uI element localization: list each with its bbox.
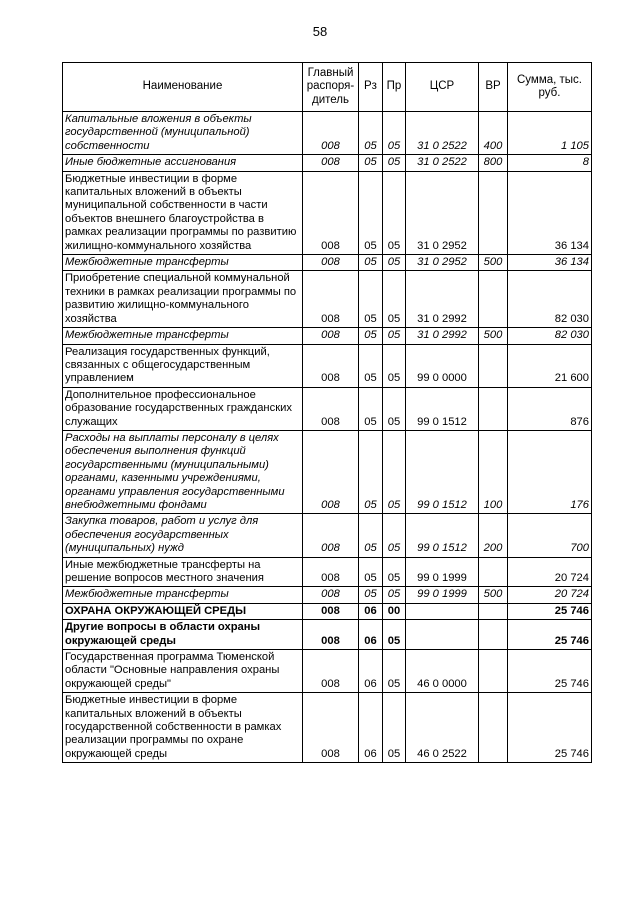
cell-sum: 25 746 xyxy=(508,693,592,763)
cell-csr: 99 0 0000 xyxy=(406,344,479,387)
cell-glav: 008 xyxy=(303,514,359,557)
cell-vr xyxy=(479,620,508,650)
cell-rz: 05 xyxy=(359,557,383,587)
table-row xyxy=(63,271,592,328)
cell-glav: 008 xyxy=(303,620,359,650)
cell-csr: 99 0 1512 xyxy=(406,514,479,557)
cell-csr: 99 0 1512 xyxy=(406,387,479,430)
table-row xyxy=(63,693,592,763)
cell-glav: 008 xyxy=(303,255,359,271)
cell-pr: 05 xyxy=(383,271,406,328)
cell-csr: 46 0 2522 xyxy=(406,693,479,763)
cell-sum: 20 724 xyxy=(508,557,592,587)
page-number: 58 xyxy=(312,24,328,39)
cell-rz: 05 xyxy=(359,430,383,513)
cell-glav: 008 xyxy=(303,650,359,693)
cell-name: Другие вопросы в области охраны окружающей среды xyxy=(63,620,303,650)
cell-rz: 05 xyxy=(359,587,383,603)
header-sum: Сумма, тыс. руб. xyxy=(508,63,592,112)
cell-csr: 31 0 2992 xyxy=(406,271,479,328)
cell-vr xyxy=(479,344,508,387)
cell-glav: 008 xyxy=(303,587,359,603)
cell-vr xyxy=(479,271,508,328)
cell-sum: 25 746 xyxy=(508,603,592,619)
cell-glav: 008 xyxy=(303,171,359,254)
cell-csr: 31 0 2992 xyxy=(406,328,479,344)
cell-rz: 06 xyxy=(359,620,383,650)
cell-vr: 200 xyxy=(479,514,508,557)
cell-vr: 800 xyxy=(479,155,508,171)
cell-vr xyxy=(479,387,508,430)
cell-name: Межбюджетные трансферты xyxy=(63,255,303,271)
cell-pr: 05 xyxy=(383,430,406,513)
table-row xyxy=(63,650,592,693)
cell-pr: 05 xyxy=(383,387,406,430)
cell-glav: 008 xyxy=(303,693,359,763)
table-row xyxy=(63,430,592,513)
cell-vr xyxy=(479,693,508,763)
cell-sum: 176 xyxy=(508,430,592,513)
cell-pr: 05 xyxy=(383,693,406,763)
cell-pr: 05 xyxy=(383,328,406,344)
table-row xyxy=(63,112,592,155)
cell-sum: 82 030 xyxy=(508,328,592,344)
cell-name: Закупка товаров, работ и услуг для обеспечения государственных (муниципальных) нужд xyxy=(63,514,303,557)
table-row xyxy=(63,620,592,650)
cell-vr xyxy=(479,557,508,587)
cell-name: Приобретение специальной коммунальной техники в рамках реализации программы по развитию жилищно-коммунального хозяйства xyxy=(63,271,303,328)
cell-vr: 500 xyxy=(479,587,508,603)
cell-csr: 31 0 2522 xyxy=(406,112,479,155)
cell-sum: 25 746 xyxy=(508,650,592,693)
table-row xyxy=(63,155,592,171)
cell-rz: 05 xyxy=(359,387,383,430)
header-csr: ЦСР xyxy=(406,63,479,112)
cell-pr: 05 xyxy=(383,112,406,155)
header-vr: ВР xyxy=(479,63,508,112)
table-row xyxy=(63,603,592,619)
cell-rz: 06 xyxy=(359,650,383,693)
cell-sum: 36 134 xyxy=(508,171,592,254)
cell-vr xyxy=(479,650,508,693)
cell-sum: 25 746 xyxy=(508,620,592,650)
cell-glav: 008 xyxy=(303,603,359,619)
table-body xyxy=(63,112,592,763)
table-row xyxy=(63,514,592,557)
cell-rz: 05 xyxy=(359,155,383,171)
cell-csr: 31 0 2952 xyxy=(406,255,479,271)
cell-sum: 21 600 xyxy=(508,344,592,387)
cell-vr: 500 xyxy=(479,255,508,271)
cell-csr xyxy=(406,620,479,650)
cell-rz: 05 xyxy=(359,328,383,344)
cell-csr xyxy=(406,603,479,619)
cell-vr xyxy=(479,603,508,619)
header-pr: Пр xyxy=(383,63,406,112)
cell-csr: 31 0 2952 xyxy=(406,171,479,254)
cell-glav: 008 xyxy=(303,155,359,171)
cell-glav: 008 xyxy=(303,328,359,344)
cell-name: Государственная программа Тюменской области "Основные направления охраны окружающей среды" xyxy=(63,650,303,693)
cell-glav: 008 xyxy=(303,387,359,430)
cell-name: ОХРАНА ОКРУЖАЮЩЕЙ СРЕДЫ xyxy=(63,603,303,619)
header-glav: Главный распоря-дитель xyxy=(303,63,359,112)
cell-sum: 8 xyxy=(508,155,592,171)
cell-pr: 05 xyxy=(383,171,406,254)
cell-glav: 008 xyxy=(303,557,359,587)
cell-name: Реализация государственных функций, связанных с общегосударственным управлением xyxy=(63,344,303,387)
cell-vr: 500 xyxy=(479,328,508,344)
cell-sum: 1 105 xyxy=(508,112,592,155)
cell-rz: 05 xyxy=(359,171,383,254)
cell-rz: 05 xyxy=(359,271,383,328)
table-row xyxy=(63,557,592,587)
cell-vr: 100 xyxy=(479,430,508,513)
cell-pr: 05 xyxy=(383,514,406,557)
cell-csr: 46 0 0000 xyxy=(406,650,479,693)
table-row xyxy=(63,587,592,603)
cell-rz: 05 xyxy=(359,344,383,387)
cell-pr: 05 xyxy=(383,650,406,693)
cell-glav: 008 xyxy=(303,430,359,513)
cell-sum: 82 030 xyxy=(508,271,592,328)
cell-sum: 876 xyxy=(508,387,592,430)
cell-pr: 05 xyxy=(383,620,406,650)
cell-glav: 008 xyxy=(303,344,359,387)
cell-rz: 05 xyxy=(359,255,383,271)
cell-glav: 008 xyxy=(303,271,359,328)
cell-glav: 008 xyxy=(303,112,359,155)
cell-rz: 06 xyxy=(359,693,383,763)
cell-name: Расходы на выплаты персоналу в целях обеспечения выполнения функций государственными (муниципальными) органами, казенными учреждениями, органами управления государственными внебюджетными фондами xyxy=(63,430,303,513)
cell-pr: 05 xyxy=(383,155,406,171)
cell-sum: 700 xyxy=(508,514,592,557)
cell-vr xyxy=(479,171,508,254)
cell-rz: 05 xyxy=(359,514,383,557)
cell-name: Иные бюджетные ассигнования xyxy=(63,155,303,171)
cell-csr: 31 0 2522 xyxy=(406,155,479,171)
cell-name: Капитальные вложения в объекты государственной (муниципальной) собственности xyxy=(63,112,303,155)
table-row xyxy=(63,344,592,387)
table-row xyxy=(63,171,592,254)
cell-pr: 05 xyxy=(383,557,406,587)
cell-name: Бюджетные инвестиции в форме капитальных вложений в объекты муниципальной собственности в части объектов внешнего благоустройства в рамках реализации программы по развитию жилищно-коммунального хозяйства xyxy=(63,171,303,254)
cell-pr: 05 xyxy=(383,255,406,271)
cell-csr: 99 0 1999 xyxy=(406,587,479,603)
budget-table xyxy=(62,62,592,763)
cell-sum: 20 724 xyxy=(508,587,592,603)
cell-rz: 05 xyxy=(359,112,383,155)
cell-pr: 05 xyxy=(383,587,406,603)
cell-pr: 00 xyxy=(383,603,406,619)
cell-sum: 36 134 xyxy=(508,255,592,271)
cell-csr: 99 0 1999 xyxy=(406,557,479,587)
cell-name: Межбюджетные трансферты xyxy=(63,587,303,603)
header-rz: Рз xyxy=(359,63,383,112)
cell-name: Межбюджетные трансферты xyxy=(63,328,303,344)
table-row xyxy=(63,255,592,271)
cell-csr: 99 0 1512 xyxy=(406,430,479,513)
header-name: Наименование xyxy=(63,63,303,112)
table-header-row xyxy=(63,63,592,112)
cell-name: Дополнительное профессиональное образование государственных гражданских служащих xyxy=(63,387,303,430)
cell-name: Бюджетные инвестиции в форме капитальных вложений в объекты государственной собственности в рамках реализации программы по охране окружающей среды xyxy=(63,693,303,763)
cell-pr: 05 xyxy=(383,344,406,387)
cell-rz: 06 xyxy=(359,603,383,619)
table-row xyxy=(63,387,592,430)
cell-vr: 400 xyxy=(479,112,508,155)
cell-name: Иные межбюджетные трансферты на решение вопросов местного значения xyxy=(63,557,303,587)
table-row xyxy=(63,328,592,344)
